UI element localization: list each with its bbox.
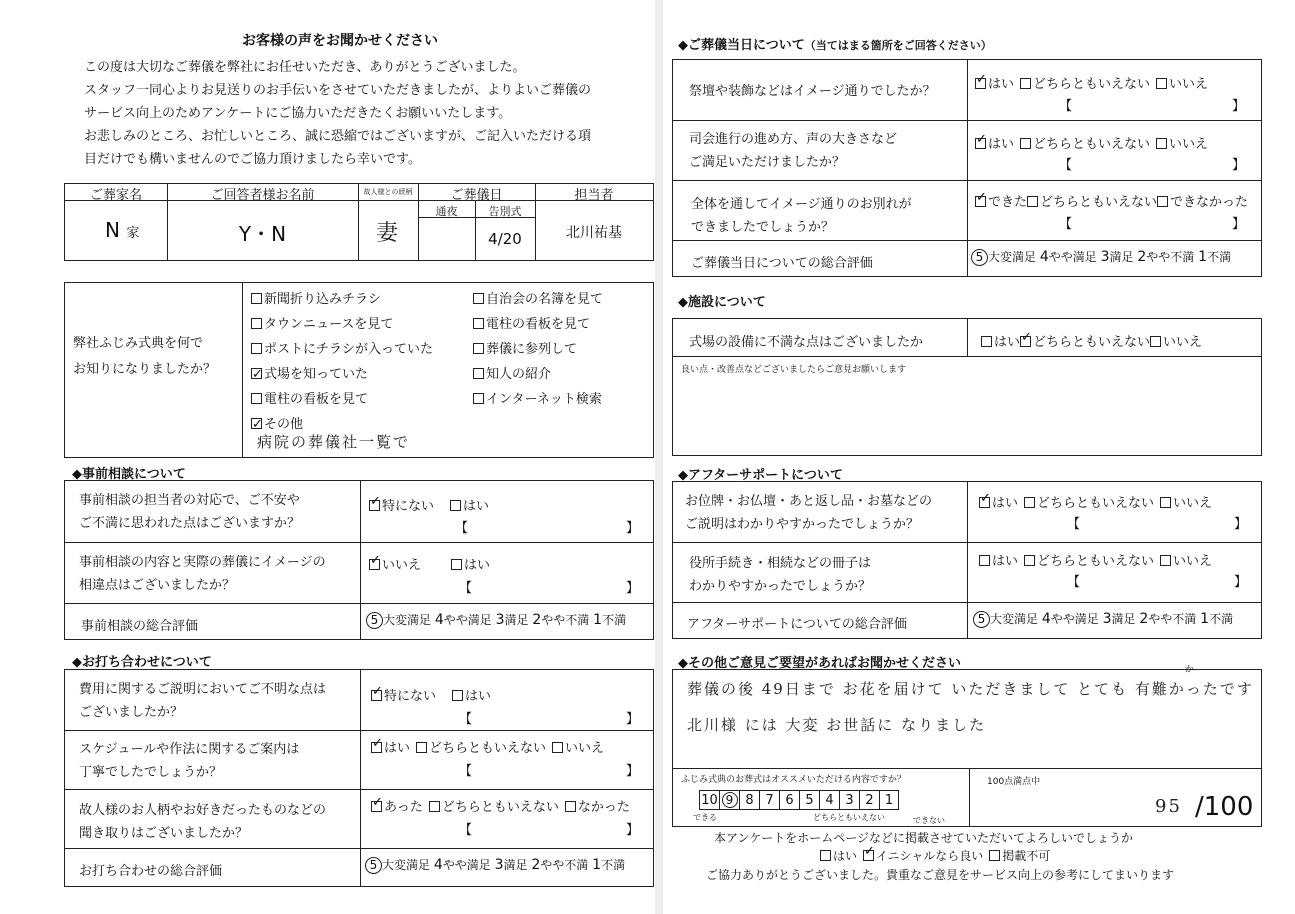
day-q3-opt[interactable]: ✓できた	[975, 195, 1027, 210]
pre-q1-bracket[interactable]: 【 】	[455, 521, 639, 536]
other-heading: ◆その他ご意見ご要望があればお聞かせください	[678, 656, 961, 671]
pre-q1-opt[interactable]: ✓特にない	[369, 499, 434, 514]
pre-q1-opt[interactable]: はい	[450, 499, 489, 514]
score-total: /100	[1195, 792, 1254, 822]
meet-q1-answer	[371, 685, 497, 704]
meet-q3-answer	[371, 796, 636, 815]
after-q1-answer	[979, 492, 1218, 511]
tsuya-label: 通夜	[435, 205, 458, 218]
intro-text: この度は大切なご葬儀を弊社にお任せいただき、ありがとうございました。 スタッフ一同心よりお見送りのお手伝いをさせていただきましたが、よりよいご葬儀の サービス向上のためアンケートにご協力いただきたくお願いいたします。 お悲しみのところ、お忙しいところ、誠に恐縮ではございますが、ご記入いただける項 目だけでも構いませんのでご協力頂けましたら幸いです。	[84, 60, 592, 167]
source-option[interactable]: ✓式場を知っていた	[251, 362, 433, 387]
after-block	[672, 481, 1262, 639]
meet-q3-opt[interactable]: なかった	[565, 800, 630, 815]
date-label: ご葬儀日	[450, 188, 503, 203]
source-option[interactable]: インターネット検索	[473, 387, 603, 412]
pre-q2-opt[interactable]: ✓いいえ	[369, 558, 421, 573]
meet-q1: 費用に関するご説明においてご不明な点は ございましたか？	[79, 682, 327, 720]
facility-q1-opt[interactable]: ✓ どちらともいえない	[1020, 335, 1150, 350]
points-label: 100点満点中	[987, 777, 1041, 787]
after-q2: 役所手続き・相続などの冊子は わかりやすかったでしょうか？	[689, 556, 872, 594]
after-q2-bracket[interactable]: 【 】	[1067, 575, 1247, 590]
facility-note: 良い点・改善点などございましたらご意見お願いします	[681, 365, 907, 375]
after-q1-opt[interactable]: どちらともいえない	[1024, 496, 1154, 511]
pre-rating-label: 事前相談の総合評価	[81, 619, 199, 634]
pre-q2-bracket[interactable]: 【 】	[459, 581, 639, 596]
meet-q2-opt[interactable]: どちらともいえない	[416, 741, 546, 756]
family-value[interactable]: N 家	[105, 218, 140, 242]
scale-left-label: できる	[693, 813, 717, 822]
pre-q2-answer	[369, 554, 496, 573]
after-q1-opt[interactable]: ✓はい	[979, 496, 1018, 511]
page-fold	[655, 0, 663, 914]
recommend-scale[interactable]: 10 9 8 7 6 5 4 3 2 1	[699, 789, 899, 810]
pre-q2-opt[interactable]: はい	[451, 558, 490, 573]
meet-q1-opt[interactable]: ✓特にない	[371, 689, 436, 704]
day-q3-opt[interactable]: どちらともいえない	[1027, 195, 1157, 210]
scale-right-label: できない	[913, 816, 945, 825]
respondent-label: ご回答者様お名前	[210, 188, 315, 203]
page-title: お客様の声をお聞かせください	[242, 33, 438, 49]
meet-q2-opt[interactable]: ✓はい	[371, 741, 410, 756]
day-q3-bracket[interactable]: 【 】	[1059, 217, 1245, 232]
scale-mid-label: どちらともいえない	[813, 813, 885, 822]
other-comment-line2[interactable]: 北川様 には 大変 お世話に なりました	[687, 716, 987, 734]
facility-block	[672, 318, 1262, 456]
score-value[interactable]: 95	[1155, 796, 1182, 817]
meet-block	[64, 669, 654, 887]
after-q1-opt[interactable]: いいえ	[1160, 496, 1212, 511]
publish-question: 本アンケートをホームページなどに掲載させていただいてよろしいでしょうか	[714, 831, 1134, 845]
pre-q2: 事前相談の内容と実際の葬儀にイメージの 相違点はございましたか？	[79, 555, 326, 593]
meet-q2: スケジュールや作法に関するご案内は 丁寧でしたでしょうか？	[79, 742, 300, 780]
day-q2: 司会進行の進め方、声の大きさなど ご満足いただけましたか？	[689, 132, 898, 170]
pre-heading: ◆事前相談について	[72, 467, 186, 482]
other-comment-line1[interactable]: 葬儀の後 49日まで お花を届けて いただきまして とても 有難かったです	[687, 680, 1254, 698]
source-option[interactable]: タウンニュースを見て	[251, 312, 433, 337]
day-q1-opt[interactable]: ✓ はい	[975, 77, 1014, 92]
other-block	[672, 665, 1262, 827]
source-option[interactable]: 電柱の看板を見て	[251, 387, 433, 412]
day-q1-bracket[interactable]: 【 】	[1059, 99, 1245, 114]
meet-q1-bracket[interactable]: 【 】	[459, 712, 639, 727]
meet-heading: ◆お打ち合わせについて	[72, 655, 212, 670]
facility-heading: ◆施設について	[678, 295, 766, 310]
after-q1-bracket[interactable]: 【 】	[1067, 517, 1247, 532]
source-options-left	[251, 287, 433, 437]
relation-value[interactable]: 妻	[375, 221, 400, 246]
source-option[interactable]: ポストにチラシが入っていた	[251, 337, 433, 362]
day-q1: 祭壇や装飾などはイメージ通りでしたか？	[689, 84, 936, 99]
meet-q2-answer	[371, 737, 610, 756]
day-q2-opt[interactable]: ✓はい	[975, 137, 1014, 152]
pre-rating[interactable]: 5 大変満足 4やや満足 3満足 2やや不満 1不満	[366, 611, 626, 629]
recommend-question: ふじみ式典のお葬式はオススメいただける内容ですか？	[681, 775, 906, 785]
meet-q2-opt[interactable]: いいえ	[552, 741, 604, 756]
after-heading: ◆アフターサポートについて	[678, 468, 843, 483]
facility-q1-opt[interactable]: はい	[981, 335, 1020, 350]
source-option[interactable]: 新聞折り込みチラシ	[251, 287, 433, 312]
source-option[interactable]: 知人の紹介	[473, 362, 603, 387]
thanks-text: ご協力ありがとうございました。貴重なご意見をサービス向上の参考にしてまいります	[706, 868, 1175, 882]
after-q2-opt[interactable]: どちらともいえない	[1024, 554, 1154, 569]
day-block	[672, 59, 1262, 277]
after-q2-opt[interactable]: はい	[979, 554, 1018, 569]
after-q2-answer	[979, 550, 1218, 569]
day-q2-opt[interactable]: どちらともいえない	[1020, 137, 1150, 152]
meet-q3-opt[interactable]: どちらともいえない	[429, 800, 559, 815]
publish-options	[820, 847, 1056, 864]
source-other-text[interactable]: 病院の葬儀社一覧で	[257, 433, 411, 451]
other-comment-ruby: か	[1185, 665, 1195, 675]
meet-q1-opt[interactable]: はい	[452, 689, 491, 704]
day-q3-answer	[975, 191, 1248, 210]
day-q1-answer	[975, 73, 1214, 92]
kokubetsu-value[interactable]: 4/20	[488, 230, 522, 248]
source-question: 弊社ふじみ式典を何で お知りになりましたか？	[73, 336, 217, 377]
publish-opt[interactable]: ✓ イニシャルなら良い	[863, 849, 983, 863]
source-option[interactable]: 電柱の看板を見て	[473, 312, 603, 337]
after-q2-opt[interactable]: いいえ	[1160, 554, 1212, 569]
pre-block	[64, 480, 654, 640]
day-heading: ◆ご葬儀当日について（当てはまる箇所をご回答ください）	[678, 38, 992, 53]
family-label: ご葬家名	[89, 188, 142, 203]
meet-rating-label: お打ち合わせの総合評価	[79, 864, 223, 879]
source-option[interactable]: 葬儀に参列して	[473, 337, 603, 362]
meet-rating[interactable]: 5 大変満足 4やや満足 3満足 2やや不満 1不満	[365, 856, 625, 874]
header-table	[64, 183, 654, 261]
source-block	[64, 282, 654, 458]
after-rating[interactable]: 5 大変満足 4やや満足 3満足 2やや不満 1不満	[973, 610, 1233, 628]
relation-label: 故人様との続柄	[363, 188, 413, 196]
publish-opt[interactable]: 掲載不可	[989, 849, 1050, 863]
facility-q1-opt[interactable]: いいえ	[1150, 335, 1202, 350]
day-q1-opt[interactable]: いいえ	[1156, 77, 1208, 92]
day-rating[interactable]: 5 大変満足 4やや満足 3満足 2やや不満 1不満	[971, 248, 1231, 266]
pre-q1-answer	[369, 495, 495, 514]
staff-value[interactable]: 北川祐基	[566, 225, 622, 241]
day-q2-opt[interactable]: いいえ	[1156, 137, 1208, 152]
day-q2-bracket[interactable]: 【 】	[1059, 158, 1245, 173]
facility-q1: 式場の設備に不満な点はございましたか	[689, 335, 924, 350]
facility-q1-answer	[981, 331, 1202, 350]
day-q3-opt[interactable]: できなかった	[1157, 195, 1248, 210]
day-q3: 全体を通してイメージ通りのお別れが できましたでしょうか？	[691, 197, 912, 235]
kokubetsu-label: 告別式	[488, 205, 522, 218]
after-rating-label: アフターサポートについての総合評価	[687, 617, 907, 632]
day-q2-answer	[975, 133, 1214, 152]
after-q1: お位牌・お仏壇・あと返し品・お墓などの ご説明はわかりやすかったでしょうか？	[685, 494, 933, 532]
meet-q3: 故人様のお人柄やお好きだったものなどの 聞き取りはございましたか？	[79, 803, 327, 841]
meet-q2-bracket[interactable]: 【 】	[459, 764, 639, 779]
day-q1-opt[interactable]: どちらともいえない	[1020, 77, 1150, 92]
day-rating-label: ご葬儀当日についての総合評価	[691, 256, 873, 271]
source-option[interactable]: 自治会の名簿を見て	[473, 287, 603, 312]
staff-label: 担当者	[574, 188, 614, 203]
meet-q3-bracket[interactable]: 【 】	[459, 823, 639, 838]
source-option[interactable]: ✓その他	[251, 412, 433, 437]
publish-opt[interactable]: はい	[820, 849, 857, 863]
respondent-value[interactable]: Y・N	[238, 222, 287, 246]
meet-q3-opt[interactable]: ✓あった	[371, 800, 423, 815]
pre-q1: 事前相談の担当者の対応で、ご不安や ご不満に思われた点はございますか？	[79, 493, 301, 531]
source-options-right	[473, 287, 603, 412]
